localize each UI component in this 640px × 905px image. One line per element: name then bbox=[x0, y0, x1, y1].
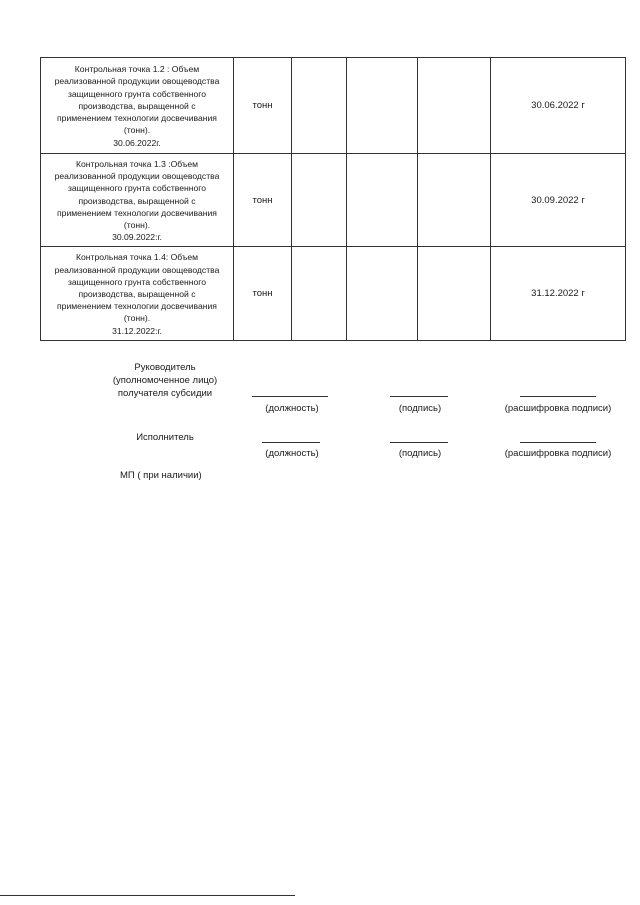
date-cell: 30.09.2022 г bbox=[491, 154, 626, 247]
date-cell: 31.12.2022 г bbox=[491, 247, 626, 340]
signature-caption: (подпись) bbox=[398, 403, 442, 414]
executor-decoding-caption: (расшифровка подписи) bbox=[504, 448, 612, 459]
control-point-description: Контрольная точка 1.4: Объем реализованной продукции овощеводства защищенного грунта собственного производства, выращенной с применением технологии досвечивания (тонн). 31.12.2022:г. bbox=[41, 247, 234, 340]
control-points-table bbox=[40, 57, 626, 341]
unit-cell: тонн bbox=[234, 247, 292, 340]
position-caption: (должность) bbox=[265, 403, 319, 414]
executor-position-line bbox=[262, 442, 320, 443]
empty-cell bbox=[418, 58, 491, 154]
empty-cell bbox=[347, 58, 418, 154]
control-point-description: Контрольная точка 1.3 :Объем реализованной продукции овощеводства защищенного грунта собственного производства, выращенной с применением технологии досвечивания (тонн). 30.09.2022:г. bbox=[41, 154, 234, 247]
table-row bbox=[41, 247, 626, 340]
executor-decoding-line bbox=[520, 442, 596, 443]
empty-cell bbox=[292, 58, 347, 154]
table-row bbox=[41, 154, 626, 247]
unit-cell: тонн bbox=[234, 58, 292, 154]
unit-cell: тонн bbox=[234, 154, 292, 247]
executor-label: Исполнитель bbox=[136, 432, 194, 443]
empty-cell bbox=[418, 154, 491, 247]
control-point-description: Контрольная точка 1.2 : Объем реализованной продукции овощеводства защищенного грунта собственного производства, выращенной с применением технологии досвечивания (тонн). 30.06.2022г. bbox=[41, 58, 234, 154]
decoding-caption: (расшифровка подписи) bbox=[504, 403, 612, 414]
table-row bbox=[41, 58, 626, 154]
empty-cell bbox=[347, 154, 418, 247]
date-cell: 30.06.2022 г bbox=[491, 58, 626, 154]
executor-signature-line bbox=[390, 442, 448, 443]
stamp-label: МП ( при наличии) bbox=[120, 470, 202, 481]
executor-signature-caption: (подпись) bbox=[398, 448, 442, 459]
footnote-separator bbox=[0, 895, 295, 896]
decoding-signature-line bbox=[520, 396, 596, 397]
empty-cell bbox=[347, 247, 418, 340]
empty-cell bbox=[418, 247, 491, 340]
executor-position-caption: (должность) bbox=[265, 448, 319, 459]
empty-cell bbox=[292, 247, 347, 340]
signature-line bbox=[390, 396, 448, 397]
empty-cell bbox=[292, 154, 347, 247]
head-label: Руководитель (уполномоченное лицо) получателя субсидии bbox=[112, 362, 218, 399]
position-signature-line bbox=[252, 396, 328, 397]
